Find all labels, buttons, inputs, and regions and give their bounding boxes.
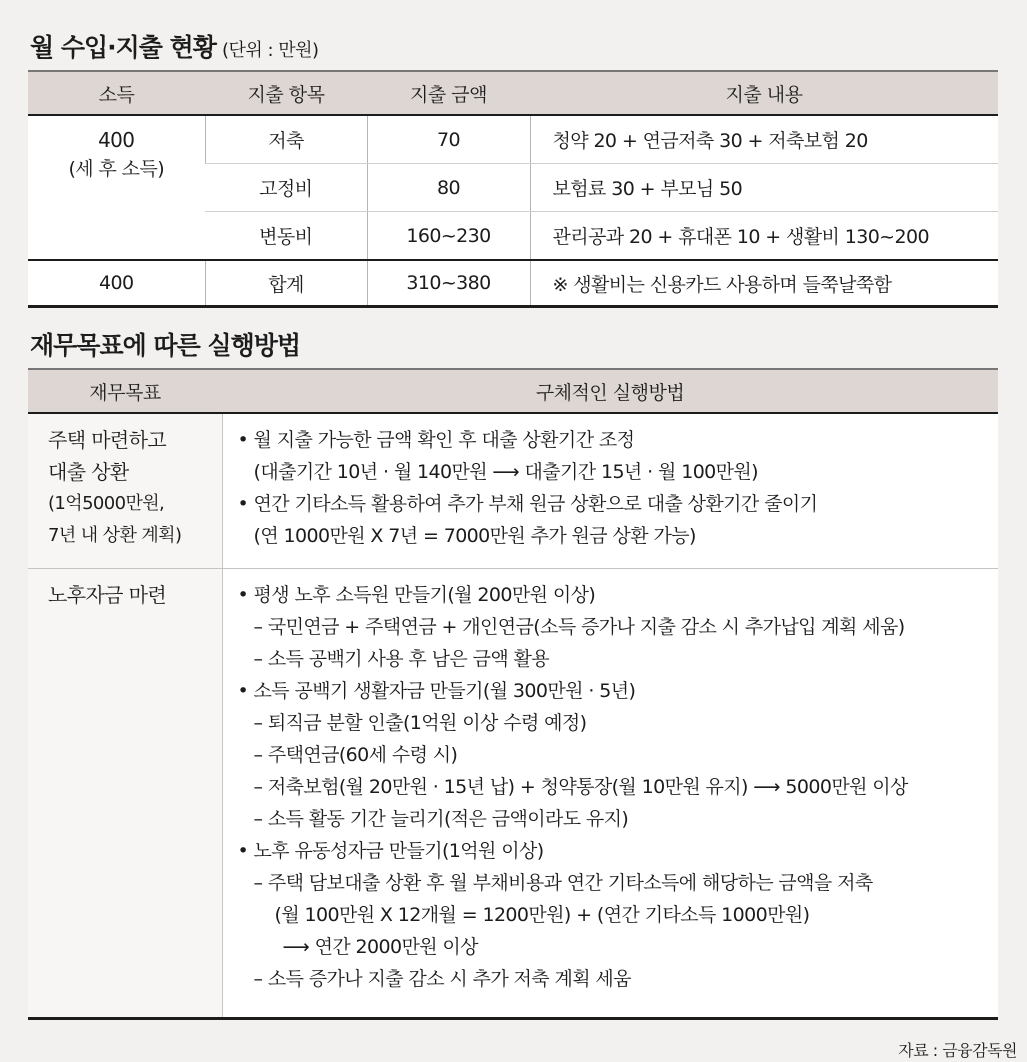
income-expense-table [28, 70, 998, 308]
table-row [28, 569, 998, 1019]
goal-note: 7년 내 상환 계획) [48, 525, 182, 546]
section1-title [30, 28, 319, 64]
plan-line: – 국민연금 + 주택연금 + 개인연금(소득 증가나 지출 감소 시 추가납입 계획 세움) [253, 616, 905, 638]
income-note: (세 후 소득) [68, 158, 165, 180]
detail-cell: 보험료 30 + 부모님 50 [530, 164, 998, 212]
goal-cell [28, 569, 222, 1019]
table-header-row [28, 369, 998, 413]
header-income: 소득 [28, 71, 205, 115]
plan-line: • 노후 유동성자금 만들기(1억원 이상) [237, 840, 544, 862]
financial-goals-table [28, 368, 998, 1020]
header-plan: 구체적인 실행방법 [222, 369, 998, 413]
amount-cell: 70 [367, 115, 530, 164]
total-income: 400 [28, 260, 205, 307]
header-amount: 지출 금액 [367, 71, 530, 115]
amount-cell: 160~230 [367, 212, 530, 261]
plan-line: – 주택연금(60세 수령 시) [253, 744, 458, 766]
plan-line: – 주택 담보대출 상환 후 월 부채비용과 연간 기타소득에 해당하는 금액을 저축 [253, 872, 873, 894]
plan-line: – 소득 활동 기간 늘리기(적은 금액이라도 유지) [253, 808, 629, 830]
table-row [28, 115, 998, 164]
section1-title-text: 월 수입·지출 현황 [30, 33, 216, 62]
plan-cell [222, 413, 998, 569]
plan-line: – 소득 공백기 사용 후 남은 금액 활용 [253, 648, 550, 670]
plan-line: ⟶ 연간 2000만원 이상 [282, 936, 478, 958]
header-goal: 재무목표 [28, 369, 222, 413]
plan-line: (대출기간 10년 · 월 140만원 ⟶ 대출기간 15년 · 월 100만원) [253, 461, 758, 483]
item-cell: 변동비 [205, 212, 367, 261]
plan-line: (연 1000만원 X 7년 = 7000만원 추가 원금 상환 가능) [253, 525, 696, 547]
item-cell: 고정비 [205, 164, 367, 212]
goal-note: (1억5000만원, [48, 493, 165, 514]
plan-line: • 연간 기타소득 활용하여 추가 부채 원금 상환으로 대출 상환기간 줄이기 [237, 493, 818, 515]
source-credit: 자료 : 금융감독원 [898, 1041, 1017, 1060]
plan-cell [222, 569, 998, 1019]
goal-cell [28, 413, 222, 569]
header-item: 지출 항목 [205, 71, 367, 115]
section2-title: 재무목표에 따른 실행방법 [30, 331, 301, 360]
plan-line: (월 100만원 X 12개월 = 1200만원) + (연간 기타소득 1000만원) [274, 904, 810, 926]
income-cell [28, 115, 205, 260]
table-header-row [28, 71, 998, 115]
total-row [28, 260, 998, 307]
header-detail: 지출 내용 [530, 71, 998, 115]
detail-cell: 청약 20 + 연금저축 30 + 저축보험 20 [530, 115, 998, 164]
goal-name: 대출 상환 [48, 460, 129, 484]
plan-line: – 퇴직금 분할 인출(1억원 이상 수령 예정) [253, 712, 587, 734]
amount-cell: 80 [367, 164, 530, 212]
plan-line: – 소득 증가나 지출 감소 시 추가 저축 계획 세움 [253, 968, 631, 990]
plan-line: • 평생 노후 소득원 만들기(월 200만원 이상) [237, 584, 596, 606]
table-row [28, 413, 998, 569]
plan-line: – 저축보험(월 20만원 · 15년 납) + 청약통장(월 10만원 유지) ⟶ 5000만원 이상 [253, 776, 908, 798]
detail-cell: 관리공과 20 + 휴대폰 10 + 생활비 130~200 [530, 212, 998, 261]
total-label: 합계 [205, 260, 367, 307]
plan-line: • 소득 공백기 생활자금 만들기(월 300만원 · 5년) [237, 680, 636, 702]
unit-note: (단위 : 만원) [221, 40, 319, 61]
plan-line: • 월 지출 가능한 금액 확인 후 대출 상환기간 조정 [237, 429, 635, 451]
total-note: ※ 생활비는 신용카드 사용하며 들쭉날쭉함 [530, 260, 998, 307]
total-amount: 310~380 [367, 260, 530, 307]
goal-name: 주택 마련하고 [48, 428, 167, 452]
goal-name: 노후자금 마련 [48, 583, 167, 607]
item-cell: 저축 [205, 115, 367, 164]
income-amount: 400 [98, 128, 135, 152]
